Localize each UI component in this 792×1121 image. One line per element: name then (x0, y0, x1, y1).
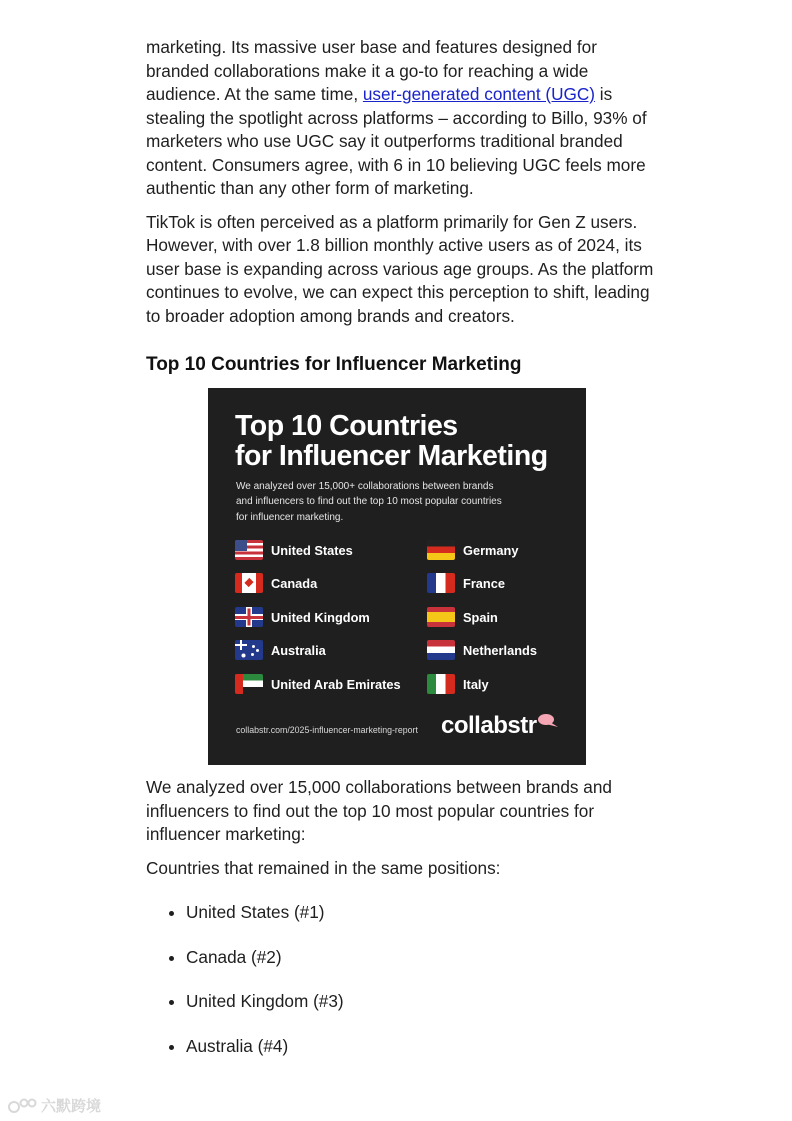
list-item: • Australia (#4) (186, 1035, 656, 1058)
italy-flag-icon (427, 674, 455, 694)
country-list (146, 901, 656, 1058)
uae-flag-icon (235, 674, 263, 694)
paragraph-intro: marketing. Its massive user base and features designed for branded collaborations make it a go-to for reaching a wide audience. At the same time, user-generated content (UGC) is stealing the spotlight across platforms – according to Billo, 93% of marketers who use UGC say it outperforms traditional branded content. Consumers agree, with 6 in 10 believing UGC feels more authentic than any other form of marketing. (146, 37, 647, 198)
article-body (146, 36, 656, 1080)
country-canada: Canada (235, 572, 317, 594)
us-flag-icon (235, 540, 263, 560)
country-united-kingdom: United Kingdom (235, 606, 370, 628)
chat-bubble-icon (538, 714, 558, 727)
list-item: • United Kingdom (#3) (186, 990, 656, 1013)
netherlands-flag-icon (427, 640, 455, 660)
australia-flag-icon (235, 640, 263, 660)
country-spain: Spain (427, 606, 498, 628)
section-heading: Top 10 Countries for Influencer Marketing (146, 354, 522, 375)
country-germany: Germany (427, 539, 518, 561)
watermark: 六默跨境 (8, 1095, 101, 1116)
france-flag-icon (427, 573, 455, 593)
country-netherlands: Netherlands (427, 639, 537, 661)
country-uae: United Arab Emirates (235, 673, 401, 695)
list-item: • Canada (#2) (186, 946, 656, 969)
country-australia: Australia (235, 639, 326, 661)
watermark-logo-icon (8, 1097, 38, 1115)
germany-flag-icon (427, 540, 455, 560)
country-italy: Italy (427, 673, 489, 695)
list-item: • United States (#1) (186, 901, 656, 924)
country-france: France (427, 572, 505, 594)
infographic-top-countries (208, 388, 586, 765)
paragraph-analysis: We analyzed over 15,000 collaborations between brands and influencers to find out the top 10 most popular countries for influencer marketing: (146, 777, 612, 844)
uk-flag-icon (235, 607, 263, 627)
infographic-url: collabstr.com/2025-influencer-marketing-report (236, 725, 418, 735)
paragraph-tiktok: TikTok is often perceived as a platform primarily for Gen Z users. However, with over 1.8 billion monthly active users as of 2024, its user base is expanding across various age groups. As the platform continues to evolve, we can expect this perception to shift, leading to broader adoption among brands and creators. (146, 211, 654, 326)
spain-flag-icon (427, 607, 455, 627)
canada-flag-icon (235, 573, 263, 593)
paragraph-same-positions: Countries that remained in the same positions: (146, 857, 501, 878)
ugc-link[interactable]: user-generated content (UGC) (362, 84, 596, 104)
country-united-states: United States (235, 539, 353, 561)
infographic-description: We analyzed over 15,000+ collaborations between brands and influencers to find out the top 10 most popular countries for influencer marketing. (236, 481, 502, 523)
collabstr-logo: collabstr (441, 712, 537, 739)
infographic-title: Top 10 Countries for Influencer Marketing (235, 410, 548, 472)
